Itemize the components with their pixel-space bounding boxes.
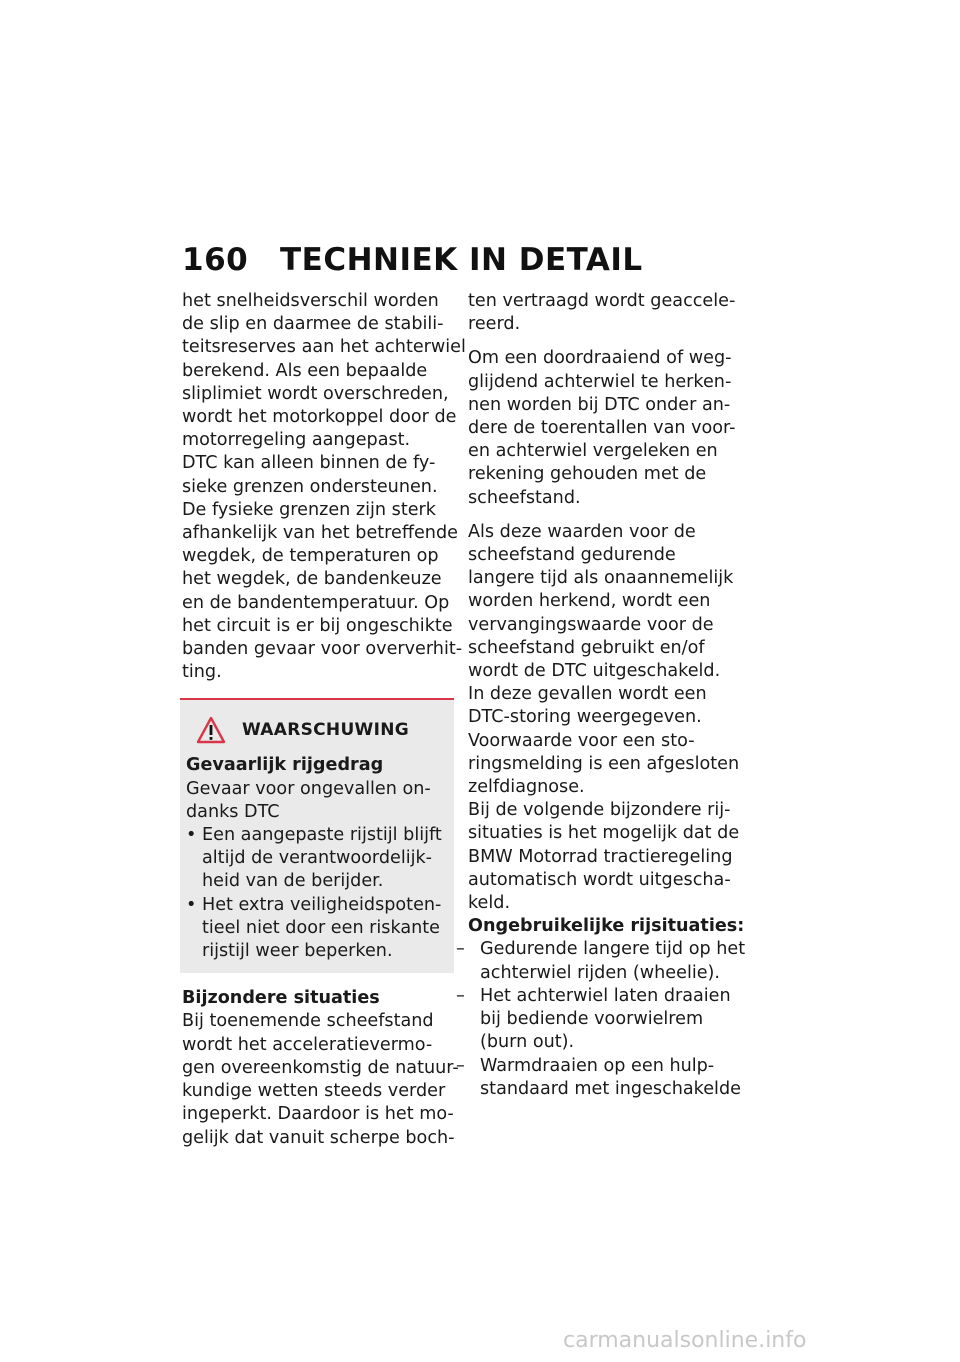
left-paragraph-3 <box>182 1010 459 1149</box>
page-header <box>182 242 643 278</box>
text-line: wegdek, de temperaturen op <box>182 546 439 567</box>
text-line: motorregeling aangepast. <box>182 430 411 451</box>
right-paragraph-1 <box>468 290 740 336</box>
text-line: gen overeenkomstig de natuur- <box>182 1057 459 1078</box>
text-line: Bij toenemende scheefstand <box>182 1011 434 1032</box>
text-line: de slip en daarmee de stabili- <box>182 314 444 335</box>
text-line: teitsreserves aan het achterwiel <box>182 337 466 358</box>
text-line: keld. <box>468 893 511 914</box>
list-item-line: Een aangepaste rijstijl blijft <box>202 825 442 846</box>
text-line: Bij de volgende bijzondere rij- <box>468 800 731 821</box>
warning-triangle-icon <box>196 716 226 744</box>
text-line: ting. <box>182 662 222 683</box>
text-line: afhankelijk van het betreffende <box>182 523 458 544</box>
warning-bullets <box>186 824 454 963</box>
text-line: scheefstand gedurende <box>468 545 676 566</box>
list-item-line: tieel niet door een riskante <box>202 917 441 938</box>
list-item <box>456 1055 741 1101</box>
list-item <box>456 985 740 1055</box>
right-paragraph-2 <box>468 347 740 509</box>
list-marker: – <box>456 1055 465 1076</box>
warning-text <box>186 778 454 824</box>
text-line: sliplimiet wordt overschreden, <box>182 383 449 404</box>
list-item-line: heid van de berijder. <box>202 871 384 892</box>
text-line: wordt het motorkoppel door de <box>182 407 457 428</box>
text-line: wordt de DTC uitgeschakeld. <box>468 661 721 682</box>
text-line: DTC kan alleen binnen de fy- <box>182 453 436 474</box>
list-item-line: Het achterwiel laten draaien <box>480 985 731 1006</box>
list-item-line: altijd de verantwoordelijk- <box>202 848 433 869</box>
text-line: zelfdiagnose. <box>468 777 585 798</box>
list-item-line: Het extra veiligheidspoten- <box>202 894 442 915</box>
text-line: situaties is het mogelijk dat de <box>468 823 740 844</box>
text-line: ingeperkt. Daardoor is het mo- <box>182 1104 454 1125</box>
text-line: nen worden bij DTC onder an- <box>468 394 731 415</box>
text-line: sieke grenzen ondersteunen. <box>182 476 438 497</box>
list-marker: • <box>186 825 197 846</box>
text-line: gelijk dat vanuit scherpe boch- <box>182 1127 455 1148</box>
list-marker: • <box>186 894 197 915</box>
list-marker: – <box>456 939 465 960</box>
text-line: automatisch wordt uitgescha- <box>468 869 731 890</box>
right-paragraph-3 <box>468 521 740 915</box>
text-line: en de bandentemperatuur. Op <box>182 592 450 613</box>
text-line: glijdend achterwiel te herken- <box>468 371 732 392</box>
text-line: In deze gevallen wordt een <box>468 684 707 705</box>
text-line: Als deze waarden voor de <box>468 521 696 542</box>
text-line: wordt het acceleratievermo- <box>182 1034 433 1055</box>
list-item-line: bij bediende voorwielrem <box>480 1009 704 1030</box>
left-paragraph-1 <box>182 290 466 452</box>
list-item <box>186 894 454 964</box>
section-title: Bijzondere situaties <box>182 988 380 1009</box>
watermark: carmanualsonline.info <box>563 1328 807 1353</box>
text-line: Voorwaarde voor een sto- <box>468 730 695 751</box>
text-line: DTC-storing weergegeven. <box>468 707 702 728</box>
right-column <box>456 290 746 1101</box>
list-item-line: (burn out). <box>480 1032 575 1053</box>
text-line: BMW Motorrad tractieregeling <box>468 846 733 867</box>
text-line: vervangingswaarde voor de <box>468 614 714 635</box>
text-line: het wegdek, de bandenkeuze <box>182 569 442 590</box>
chapter-title: TECHNIEK IN DETAIL <box>280 242 643 278</box>
text-line: langere tijd als onaannemelijk <box>468 568 734 589</box>
warning-subtitle: Gevaarlijk rijgedrag <box>186 755 384 776</box>
list-item <box>456 938 746 984</box>
text-line: Om een doordraaiend of weg- <box>468 348 732 369</box>
warning-title: WAARSCHUWING <box>242 719 410 740</box>
text-line: kundige wetten steeds verder <box>182 1081 446 1102</box>
list-item-line: standaard met ingeschakelde <box>480 1078 741 1099</box>
text-line: rekening gehouden met de <box>468 464 707 485</box>
list-item-line: Gedurende langere tijd op het <box>480 939 746 960</box>
list-item <box>186 824 454 894</box>
text-line: ringsmelding is een afgesloten <box>468 753 740 774</box>
list-item-line: achterwiel rijden (wheelie). <box>480 962 720 983</box>
text-line: berekend. Als een bepaalde <box>182 360 428 381</box>
left-column <box>182 290 466 1150</box>
text-line: Gevaar voor ongevallen on- <box>186 778 431 799</box>
text-line: scheefstand. <box>468 487 581 508</box>
left-paragraph-2 <box>182 452 463 684</box>
text-line: reerd. <box>468 314 521 335</box>
text-line: De fysieke grenzen zijn sterk <box>182 499 436 520</box>
text-line: danks DTC <box>186 801 280 822</box>
text-line: het circuit is er bij ongeschikte <box>182 615 453 636</box>
list-marker: – <box>456 985 465 1006</box>
text-line: scheefstand gebruikt en/of <box>468 637 705 658</box>
text-line: dere de toerentallen van voor- <box>468 418 736 439</box>
dash-list <box>456 938 746 1100</box>
warning-header <box>186 716 454 744</box>
list-item-line: Warmdraaien op een hulp- <box>480 1055 715 1076</box>
page-number: 160 <box>182 242 249 278</box>
list-item-line: rijstijl weer beperken. <box>202 941 393 962</box>
text-line: en achterwiel vergeleken en <box>468 441 718 462</box>
warning-box <box>180 698 454 973</box>
text-line: worden herkend, wordt een <box>468 591 711 612</box>
text-line: het snelheidsverschil worden <box>182 291 439 311</box>
list-title: Ongebruikelijke rijsituaties: <box>468 916 745 937</box>
text-line: banden gevaar voor oververhit- <box>182 639 463 660</box>
text-line: ten vertraagd wordt geaccele- <box>468 291 736 311</box>
